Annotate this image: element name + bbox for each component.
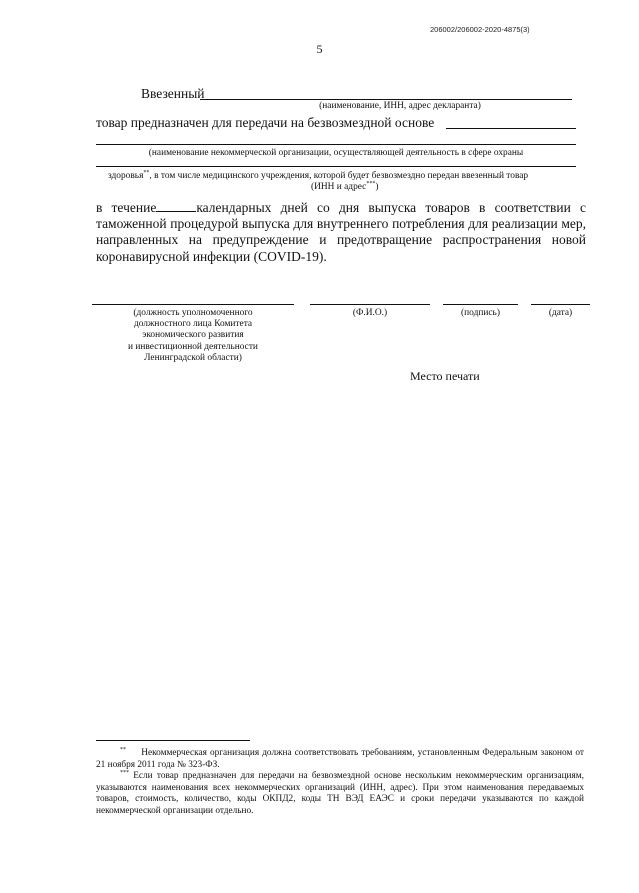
organization-field-line-2[interactable]: [96, 166, 576, 167]
stamp-place: Место печати: [410, 369, 480, 383]
footnote-separator: [96, 740, 250, 741]
footnote-2: *** Если товар предназначен для передачи на безвозмездной основе нескольким некоммерческим организациям, указываются наименования всех некоммерческих организаций (ИНН, адрес). При этом наименования передаваемых товаров, стоимость, количество, коды ОКПД2, коды ТН ВЭД ЕАЭС и сроки передачи указываются по каждой некоммерческой организации отдельно.: [96, 769, 585, 816]
document-code: 206002/206002-2020-4875(3): [430, 25, 530, 34]
days-field[interactable]: [156, 201, 196, 212]
declarant-field-line[interactable]: [200, 99, 572, 100]
fio-caption: (Ф.И.О.): [352, 308, 388, 318]
footnote-1-mark: **: [120, 746, 126, 753]
transfer-field-line[interactable]: [446, 128, 576, 129]
position-caption: (должность уполномоченного должностного лица Комитета экономического развития и инвестиционной деятельности Ленинградской области): [128, 308, 258, 363]
declarant-label: Ввезенный: [141, 86, 205, 101]
organization-caption-2: здоровья**, в том числе медицинского учреждения, которой будет безвозмездно передан ввезенный товар: [108, 169, 529, 181]
date-signature-line[interactable]: [531, 304, 590, 305]
sign-signature-line[interactable]: [443, 304, 518, 305]
organization-field-line[interactable]: [96, 144, 576, 145]
declarant-caption: (наименование, ИНН, адрес декларанта): [319, 101, 481, 111]
sign-caption: (подпись): [461, 308, 500, 318]
page-number: 5: [316, 42, 323, 56]
footnote-1: ** Некоммерческая организация должна соответствовать требованиям, установленным Федеральным законом от 21 ноября 2011 года № 323-ФЗ.: [96, 746, 584, 770]
footnote-2-mark: ***: [120, 769, 129, 776]
date-caption: (дата): [548, 308, 573, 318]
main-paragraph: в течение календарных дней со дня выпуска товаров в соответствии с таможенной процедурой выпуска для внутреннего потребления для реализации мер, направленных на предупреждение и предотвращение распространения новой коронавирусной инфекции (COVID-19).: [96, 200, 587, 264]
transfer-text: товар предназначен для передачи на безвозмездной основе: [96, 115, 435, 130]
position-signature-line[interactable]: [92, 304, 294, 305]
organization-caption: (наименование некоммерческой организации, осуществляющей деятельность в сфере охраны: [148, 148, 524, 158]
inn-caption: (ИНН и адрес***): [311, 180, 379, 192]
fio-signature-line[interactable]: [310, 304, 430, 305]
